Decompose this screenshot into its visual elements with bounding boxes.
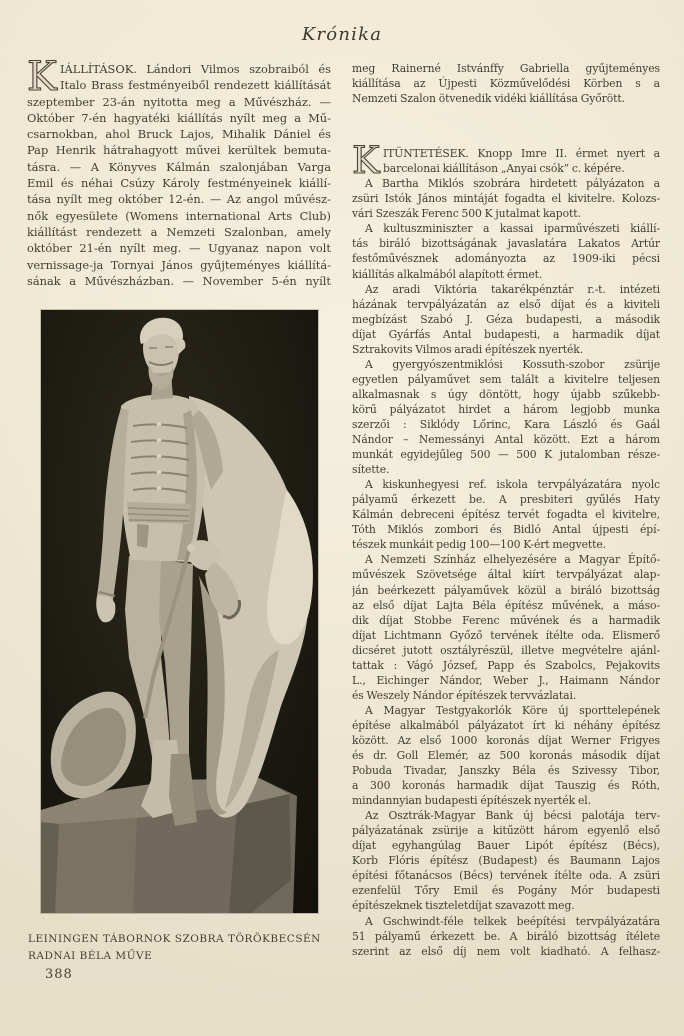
text-line: Nemzeti Szalon ötvenedik vidéki kiállítása Győrött. [352, 92, 625, 106]
text-line: kiállítása az Újpesti Közművelődési Körben s a [352, 77, 660, 91]
text-line: nők egyesülete (Womens international Arts Club) [27, 208, 331, 223]
text-line: körű pályázatot hirdet a három legjobb munka [352, 402, 660, 416]
text-line: tészek munkáit pedig 100—100 K-ért megvette. [352, 538, 607, 552]
section-kiallitasok [27, 54, 331, 289]
right-column [352, 61, 660, 959]
text-line: sának a Művészházban. — November 5-én nyílt [27, 273, 331, 288]
text-line: pályázatának zsürije a kitűzött három egyenlő első [352, 824, 660, 838]
text-line: tattak : Vágó József, Papp és Szabolcs, Pejakovits [352, 658, 660, 672]
text-line: díjat Lichtmann Győző tervének ítélte oda. Elismerő [352, 628, 660, 642]
paragraph [352, 552, 660, 702]
text-line: között. Az első 1000 koronás díjat Werner Frigyes [352, 733, 660, 747]
page-number: 388 [45, 967, 73, 982]
text-line: Korb Flóris építész (Budapest) és Baumann Lajos [352, 854, 660, 868]
text-line: A kiskunhegyesi ref. iskola tervpályázatára nyolc [365, 478, 660, 492]
text-line: A Magyar Testgyakorlók Köre új sporttelepének [365, 703, 660, 717]
paragraph [352, 282, 660, 357]
text-line: házának tervpályázatán az első díjat és a kiviteli [352, 297, 660, 311]
text-line: zsüri Istók János mintáját fogadta el kivitelre. Kolozs- [352, 192, 660, 206]
text-line: vernissage-ja Tornyai János gyűjteményes kiállítá- [27, 257, 331, 272]
text-line: kiállítást rendezett a Nemzeti Szalonban, amely [27, 224, 331, 239]
text-line: csarnokban, ahol Bruck Lajos, Mihalik Dániel és [27, 127, 331, 142]
text-line: L., Eichinger Nándor, Weber J., Haimann Nándor [352, 673, 660, 687]
statue-illustration [41, 310, 318, 913]
statue-photo [41, 310, 318, 913]
text-line: Pap Henrik hátrahagyott művei kerültek bemuta- [27, 143, 331, 158]
paragraph [352, 221, 660, 281]
text-line: szerint az első díj nem volt kiadható. A felhasz- [352, 944, 660, 958]
left-column [27, 54, 331, 289]
text-line: művészek Szövetsége által kiírt tervpályázat alap- [352, 568, 660, 582]
text-line: ITÜNTETÉSEK. Knopp Imre II. érmet nyert a [383, 147, 660, 161]
text-line: és Weszely Nándor építészek tervvázlatai. [352, 688, 577, 702]
right-paragraphs [352, 176, 660, 958]
text-line: vári Szeszák Ferenc 500 K jutalmat kapott. [352, 207, 581, 221]
paragraph [352, 357, 660, 477]
text-line: ján beérkezett pályaművek közül a biráló bizottság [352, 583, 660, 597]
text-line: október 21-én nyílt meg. — Ugyanaz napon volt [27, 241, 331, 256]
text-line: alkalmasnak s úgy döntött, hogy újabb szűkebb- [352, 387, 660, 401]
text-line: pályamű érkezett be. A presbiteri gyűlés Haty [352, 493, 660, 507]
text-line: egyetlen pályaművet sem talált a kivitelre teljesen [352, 372, 660, 386]
text-line: barcelonai kiállításon „Anyai csók” c. képére. [383, 162, 625, 176]
text-line: Emil és néhai Csúzy Károly festményeinek kiállí- [27, 176, 331, 191]
continuation-paragraph [352, 61, 660, 106]
text-line: kiállítás alkalmából alapított érmet. [352, 267, 543, 281]
text-line: építése alkalmából pályázatot írt ki néhány építész [352, 718, 660, 732]
text-line: Nándor – Nemessányi Antal között. Ezt a három [352, 433, 660, 447]
text-line: Az aradi Viktória takarékpénztár r.-t. intézeti [365, 282, 660, 296]
text-line: dik díjat Stobbe Ferenc művének és a harmadik [352, 613, 660, 627]
text-line: építési főtanácsos (Bécs) tervének ítélte oda. A zsüri [352, 869, 660, 883]
text-line: tás biráló bizottságának javaslatára Lakatos Artúr [352, 237, 660, 251]
text-line: Kálmán debreceni építész tervét fogadta el kivitelre, [352, 508, 660, 522]
text-line: dicséret jutott osztályrészül, illetve megvételre ajánl- [352, 643, 660, 657]
text-line: a 300 koronás harmadik díjat Tauszig és Róth, [352, 779, 660, 793]
paragraph [352, 176, 660, 221]
text-line: tásra. — A Könyves Kálmán szalonjában Varga [27, 159, 331, 174]
text-line: tása nyílt meg október 12-én. — Az angol művész- [27, 192, 331, 207]
paragraph [352, 808, 660, 913]
text-line: Az Osztrák-Magyar Bank új bécsi palotája terv- [365, 809, 660, 823]
text-line: A kultuszminiszter a kassai iparművészeti kiállí- [365, 222, 660, 236]
text-line: építészeknek tiszteletdíjat szavazott meg. [352, 899, 575, 913]
drop-cap-k: K [27, 54, 57, 100]
text-line: munkát egyidejűleg 500 — 500 K jutalomban része- [352, 448, 660, 462]
text-line: A Gschwindt-féle telkek beépítési tervpályázatára [365, 914, 660, 928]
text-line: LEININGEN TÁBORNOK SZOBRA TÖRÖKBECSÉN [28, 933, 321, 945]
text-line: Italo Brass festményeiből rendezett kiállítását [60, 78, 331, 93]
paragraph [352, 703, 660, 808]
text-line: RADNAI BÉLA MŰVE [28, 949, 153, 962]
text-line: az első díjat Lajta Béla építész művének, a máso- [352, 598, 660, 612]
text-line: IÁLLÍTÁSOK. Lándori Vilmos szobraiból és [60, 62, 331, 76]
text-line: Tóth Miklós zombori és Bidló Antal újpesti épí- [352, 523, 660, 537]
photo-caption [28, 931, 348, 964]
text-line: Október 7-én hagyatéki kiállítás nyílt meg a Mű- [27, 110, 331, 125]
text-line: Pobuda Tivadar, Janszky Béla és Szivessy Tibor, [352, 764, 660, 778]
drop-cap-k: K [352, 139, 380, 183]
text-line: A gyergyószentmiklósi Kossuth-szobor zsürije [365, 357, 660, 371]
text-line: sítette. [352, 463, 390, 477]
text-line: 51 pályamű érkezett be. A biráló bizottság ítélete [352, 929, 660, 943]
text-line: díjat Gyárfás Antal budapesti, a harmadik díjat [352, 327, 660, 341]
text-line: szerzői : Siklódy Lőrinc, Kara László és Gaál [352, 417, 660, 431]
text-line: megbízást Szabó J. Géza budapesti, a második [352, 312, 660, 326]
paragraph [352, 914, 660, 959]
page-title: Krónika [301, 24, 383, 45]
text-line: díjat egyhangúlag Bauer Lipót építész (Bécs), [352, 839, 660, 853]
text-line: meg Rainerné Istvánffy Gabriella gyűjteményes [352, 62, 660, 75]
text-line: A Nemzeti Színház elhelyezésére a Magyar Építő- [365, 553, 660, 567]
text-line: ezenfelül Tőry Emil és Pogány Mór budapesti [352, 884, 660, 898]
text-line: A Bartha Miklós szobrára hirdetett pályázaton a [365, 177, 660, 191]
text-line: és dr. Goll Elemér, az 500 koronás második díjat [352, 749, 660, 763]
text-line: Sztrakovits Vilmos aradi építészek nyerték. [352, 342, 584, 356]
section-kituntetesek [352, 139, 660, 183]
text-line: festőművésznek adományozta az 1909-iki pécsi [352, 252, 660, 266]
text-line: szeptember 23-án nyitotta meg a Művészház. — [27, 94, 331, 109]
text-line: mindannyian budapesti építészek nyerték el. [352, 794, 591, 808]
paragraph [352, 477, 660, 552]
